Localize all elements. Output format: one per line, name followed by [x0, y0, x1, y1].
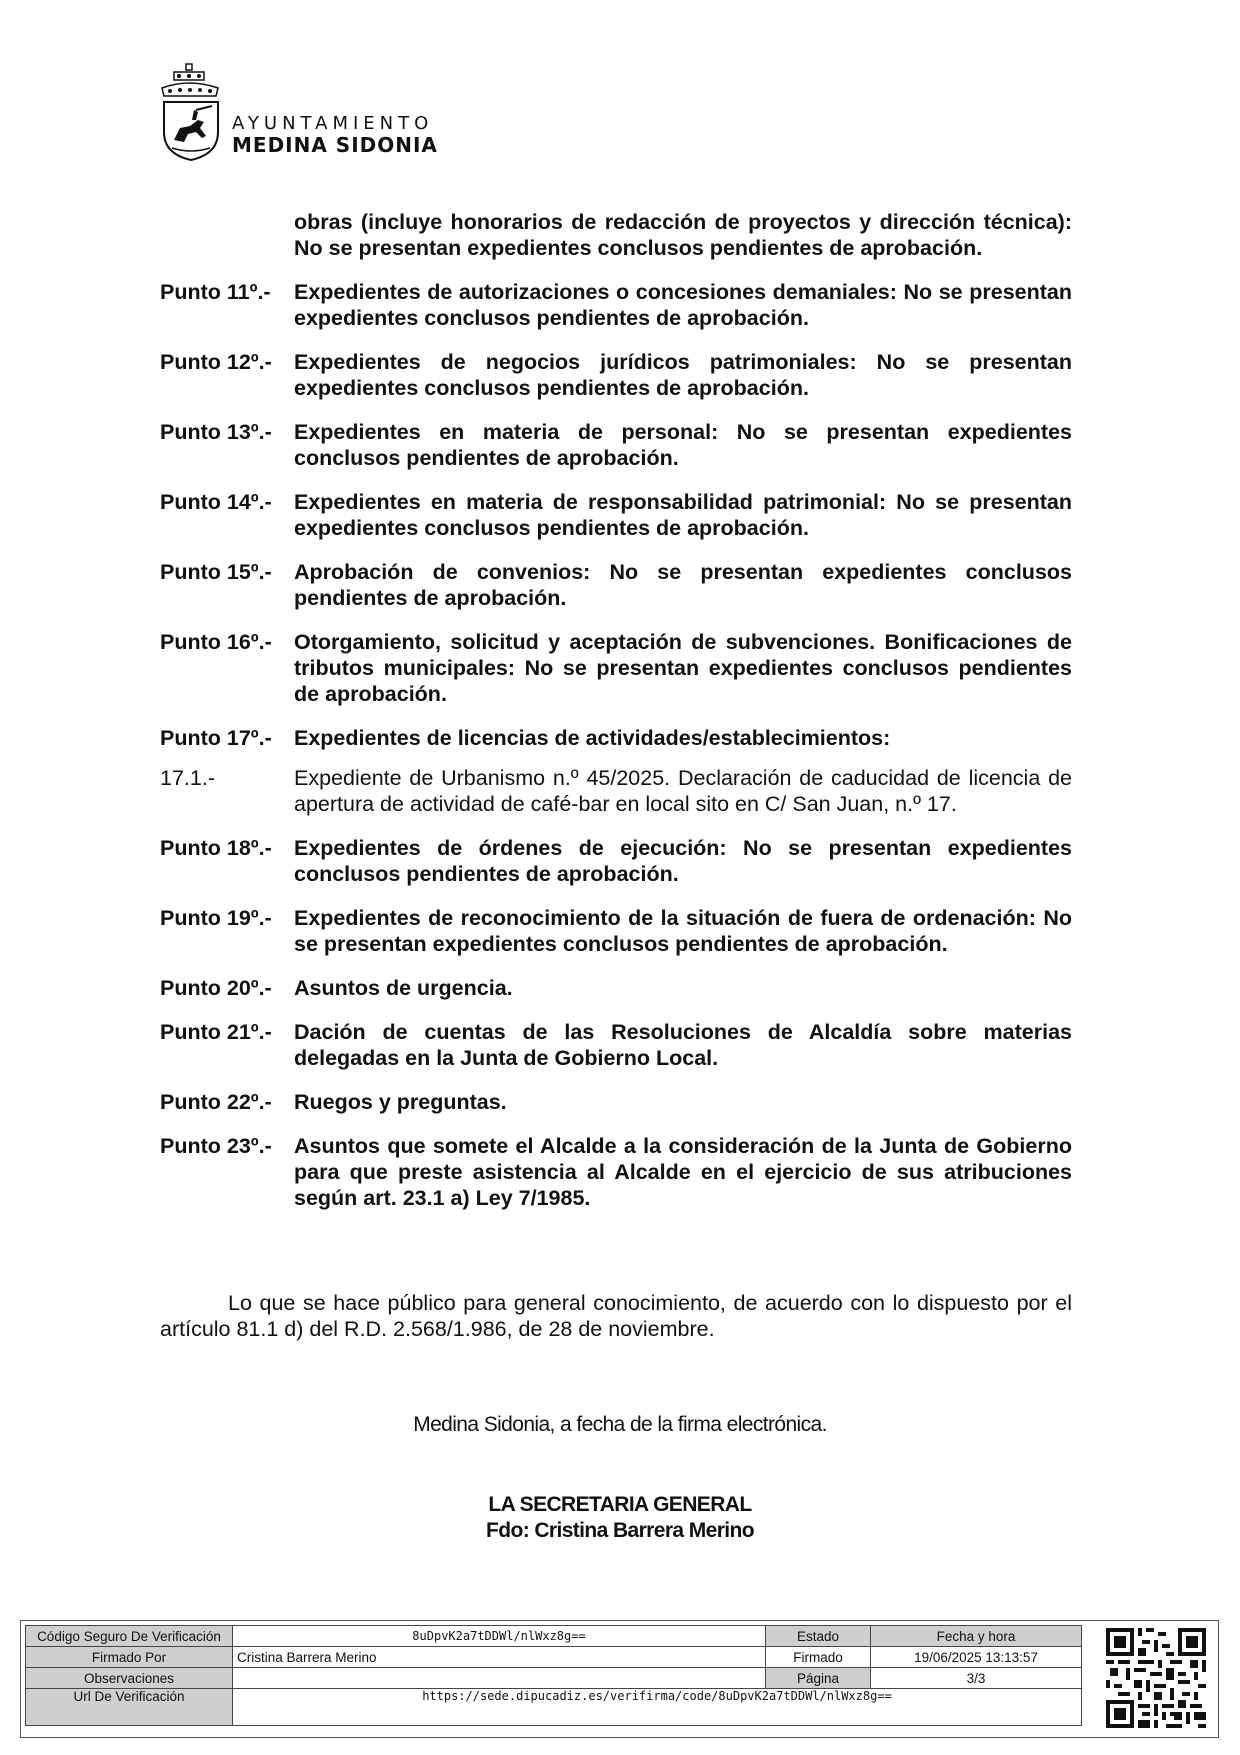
agenda-subitem-text: Expediente de Urbanismo n.º 45/2025. Declaración de caducidad de licencia de apertura de actividad de café-bar en local sito en C/ San Juan, n.º 17. — [294, 766, 1072, 816]
observaciones-value — [233, 1668, 766, 1689]
agenda-item-text: Ruegos y preguntas. — [294, 1090, 507, 1114]
agenda-item-text: Asuntos que somete el Alcalde a la consideración de la Junta de Gobierno para que preste asistencia al Alcalde en el ejercicio de sus atribuciones según art. 23.1 a) Ley 7/1985. — [294, 1134, 1072, 1210]
agenda-item — [160, 905, 1072, 957]
csv-value: 8uDpvK2a7tDDWl/nlWxz8g== — [233, 1626, 766, 1647]
agenda-item — [160, 725, 1072, 751]
agenda-item-number: Punto 22º.- — [160, 1090, 272, 1114]
agenda-item-text: Asuntos de urgencia. — [294, 976, 513, 1000]
agenda-item-text: Expedientes de autorizaciones o concesiones demaniales: No se presentan expedientes conclusos pendientes de aprobación. — [294, 280, 1072, 330]
signature-block — [0, 1492, 1240, 1544]
agenda-item — [160, 489, 1072, 541]
agenda-item — [160, 1089, 1072, 1115]
agenda-item-number: Punto 18º.- — [160, 836, 272, 860]
logo-line-ayuntamiento: AYUNTAMIENTO — [232, 113, 434, 134]
agenda-item-text: Expedientes de negocios jurídicos patrimoniales: No se presentan expedientes conclusos pendientes de aprobación. — [294, 350, 1072, 400]
fecha-value: 19/06/2025 13:13:57 — [871, 1647, 1082, 1668]
agenda-item — [160, 975, 1072, 1001]
continuation-text: obras (incluye honorarios de redacción de proyectos y dirección técnica): No se presentan expedientes conclusos pendientes de aprobación. — [294, 210, 1072, 260]
closing-paragraph: Lo que se hace público para general conocimiento, de acuerdo con lo dispuesto por el artículo 81.1 d) del R.D. 2.568/1.986, de 28 de noviembre. — [160, 1291, 1072, 1341]
signature-signer: Fdo: Cristina Barrera Merino — [486, 1519, 754, 1542]
fecha-label: Fecha y hora — [871, 1626, 1082, 1647]
agenda-item — [160, 629, 1072, 707]
estado-value: Firmado — [766, 1647, 871, 1668]
agenda-item-text: Expedientes de órdenes de ejecución: No se presentan expedientes conclusos pendientes de aprobación. — [294, 836, 1072, 886]
agenda-item-number: Punto 23º.- — [160, 1134, 272, 1158]
verification-box — [20, 1620, 1219, 1738]
logo-text — [232, 114, 438, 156]
agenda-item-number: Punto 14º.- — [160, 490, 272, 514]
agenda-item — [160, 419, 1072, 471]
agenda-item-number: Punto 21º.- — [160, 1020, 272, 1044]
agenda-item-number: Punto 20º.- — [160, 976, 272, 1000]
agenda-item-number: Punto 13º.- — [160, 420, 272, 444]
csv-label: Código Seguro De Verificación — [26, 1626, 233, 1647]
firmado-label: Firmado Por — [26, 1647, 233, 1668]
agenda-item-text: Dación de cuentas de las Resoluciones de Alcaldía sobre materias delegadas en la Junta de Gobierno Local. — [294, 1020, 1072, 1070]
agenda-subitem-number: 17.1.- — [160, 766, 215, 790]
agenda-subitem — [160, 765, 1072, 817]
logo-line-medina-sidonia: MEDINA SIDONIA — [232, 133, 438, 157]
agenda-item — [160, 559, 1072, 611]
agenda-item-text: Aprobación de convenios: No se presentan expedientes conclusos pendientes de aprobación. — [294, 560, 1072, 610]
agenda-body — [160, 209, 1072, 1229]
agenda-item — [160, 1019, 1072, 1071]
agenda-item — [160, 279, 1072, 331]
agenda-item — [160, 1133, 1072, 1211]
agenda-item-text: Otorgamiento, solicitud y aceptación de subvenciones. Bonificaciones de tributos municipales: No se presentan expedientes conclusos pendientes de aprobación. — [294, 630, 1072, 706]
agenda-item-number: Punto 16º.- — [160, 630, 272, 654]
observaciones-label: Observaciones — [26, 1668, 233, 1689]
estado-label: Estado — [766, 1626, 871, 1647]
place-and-date: Medina Sidonia, a fecha de la firma electrónica. — [413, 1413, 827, 1436]
agenda-item-number: Punto 15º.- — [160, 560, 272, 584]
pagina-value: 3/3 — [871, 1668, 1082, 1689]
pagina-label: Página — [766, 1668, 871, 1689]
signature-role: LA SECRETARIA GENERAL — [488, 1493, 752, 1516]
agenda-item-number: Punto 11º.- — [160, 280, 271, 304]
agenda-item — [160, 835, 1072, 887]
city-coat-of-arms-icon — [160, 62, 240, 182]
agenda-item-text: Expedientes en materia de responsabilidad patrimonial: No se presentan expedientes conclusos pendientes de aprobación. — [294, 490, 1072, 540]
agenda-item-text: Expedientes en materia de personal: No se presentan expedientes conclusos pendientes de aprobación. — [294, 420, 1072, 470]
agenda-item-number: Punto 12º.- — [160, 350, 272, 374]
agenda-item-number: Punto 19º.- — [160, 906, 272, 930]
qr-code-icon — [1106, 1628, 1206, 1728]
agenda-item-text: Expedientes de reconocimiento de la situación de fuera de ordenación: No se presentan expedientes conclusos pendientes de aprobación. — [294, 906, 1072, 956]
agenda-item — [160, 349, 1072, 401]
verification-table — [25, 1625, 1082, 1726]
firmado-value: Cristina Barrera Merino — [233, 1647, 766, 1668]
url-label: Url De Verificación — [26, 1689, 233, 1726]
agenda-item-text: Expedientes de licencias de actividades/establecimientos: — [294, 726, 891, 750]
agenda-item-number: Punto 17º.- — [160, 726, 272, 750]
url-value[interactable]: https://sede.dipucadiz.es/verifirma/code/8uDpvK2a7tDDWl/nlWxz8g== — [233, 1689, 1082, 1726]
